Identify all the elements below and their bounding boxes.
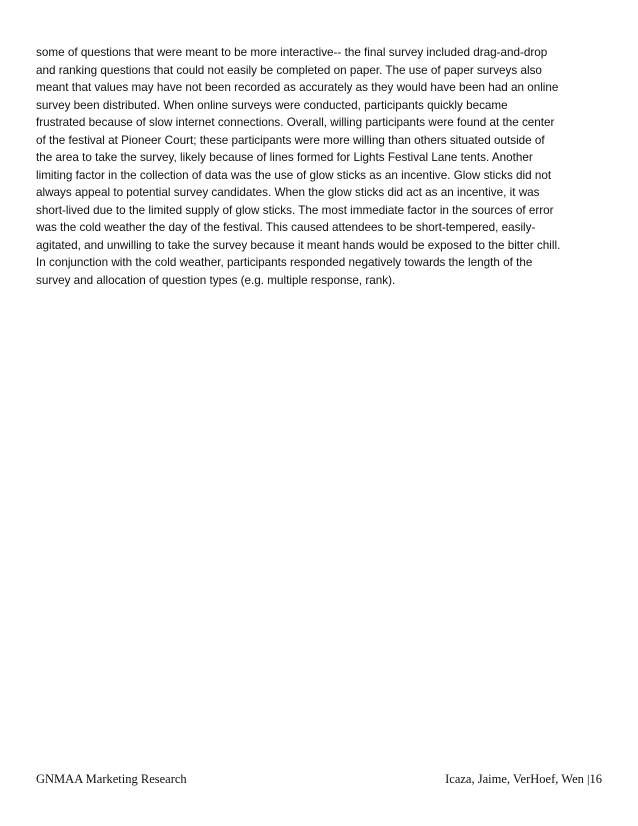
body-line: short-lived due to the limited supply of glow sticks. The most immediate factor in the sources of error bbox=[36, 203, 554, 217]
body-line: always appeal to potential survey candidates. When the glow sticks did act as an incentive, it was bbox=[36, 186, 540, 199]
body-line: some of questions that were meant to be more interactive-- the final survey included drag-and-drop bbox=[36, 46, 548, 59]
body-line: the area to take the survey, likely because of lines formed for Lights Festival Lane tents. Another bbox=[36, 151, 533, 164]
page-footer bbox=[36, 772, 602, 790]
body-line: survey been distributed. When online surveys were conducted, participants quickly became bbox=[36, 98, 508, 112]
body-line: limiting factor in the collection of data was the use of glow sticks as an incentive. Glow sticks did not bbox=[36, 168, 552, 182]
body-line: survey and allocation of question types (e.g. multiple response, rank). bbox=[36, 273, 396, 287]
footer-organization: GNMAA Marketing Research bbox=[36, 772, 187, 786]
body-line: of the festival at Pioneer Court; these participants were more willing than others situated outside of bbox=[36, 133, 545, 147]
body-line: and ranking questions that could not easily be completed on paper. The use of paper surveys also bbox=[36, 63, 542, 77]
body-line: meant that values may have not been recorded as accurately as they would have been had an online bbox=[36, 81, 559, 94]
footer-authors-page-number: Icaza, Jaime, VerHoef, Wen |16 bbox=[445, 772, 602, 786]
body-line: In conjunction with the cold weather, participants responded negatively towards the length of the bbox=[36, 256, 533, 269]
body-line: agitated, and unwilling to take the survey because it meant hands would be exposed to the bitter chill. bbox=[36, 238, 561, 252]
body-line: frustrated because of slow internet connections. Overall, willing participants were found at the center bbox=[36, 116, 555, 129]
body-line: was the cold weather the day of the festival. This caused attendees to be short-tempered, easily- bbox=[36, 221, 536, 234]
body-paragraph bbox=[36, 44, 606, 289]
